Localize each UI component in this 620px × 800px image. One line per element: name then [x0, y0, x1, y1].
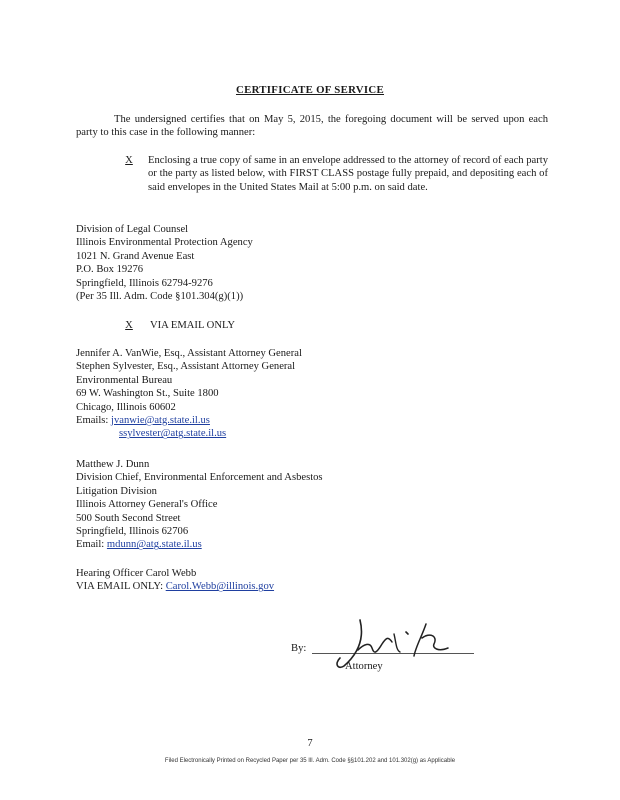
address-line: (Per 35 Ill. Adm. Code §101.304(g)(1)) — [76, 291, 244, 303]
address-line: 500 South Second Street — [76, 512, 181, 524]
email-method — [114, 319, 235, 332]
emails-row — [76, 414, 556, 427]
emails-row-2 — [76, 427, 556, 440]
address-line: Illinois Environmental Protection Agency — [76, 237, 253, 249]
address-line: 69 W. Washington St., Suite 1800 — [76, 388, 219, 400]
hearing-officer-name: Hearing Officer Carol Webb — [76, 568, 197, 579]
address-line: Jennifer A. VanWie, Esq., Assistant Attorney General — [76, 348, 302, 359]
email-row — [76, 538, 556, 551]
address-line: Litigation Division — [76, 485, 157, 497]
signature-title: Attorney — [345, 661, 383, 672]
address-line: P.O. Box 19276 — [76, 264, 144, 276]
email-label: VIA EMAIL ONLY: — [76, 581, 164, 593]
address-line: Stephen Sylvester, Esq., Assistant Attorney General — [76, 361, 296, 373]
address-line: Chicago, Illinois 60602 — [76, 401, 176, 413]
address-line: Matthew J. Dunn — [76, 459, 150, 470]
address-line: Springfield, Illinois 62706 — [76, 526, 189, 538]
email-label: Email: — [76, 539, 105, 551]
recipient-dunn — [76, 458, 556, 552]
recipient-hearing-officer — [76, 567, 556, 594]
page-number: 7 — [307, 738, 313, 749]
email-link-webb[interactable]: Carol.Webb@illinois.gov — [165, 581, 275, 593]
address-line: Division Chief, Environmental Enforcement and Asbestos — [76, 472, 323, 484]
email-mark: X — [125, 320, 133, 331]
mail-mark: X — [125, 155, 133, 166]
address-line: 1021 N. Grand Avenue East — [76, 250, 195, 262]
email-link-dunn[interactable]: mdunn@atg.state.il.us — [106, 539, 202, 551]
email-row — [76, 580, 556, 593]
recipient-attorney-general — [76, 347, 556, 441]
recipient-legal-counsel — [76, 223, 556, 303]
page-footer: Filed Electronically Printed on Recycled Paper per 35 Ill. Adm. Code §§101.202 and 101.302(g) as Applicable — [164, 758, 456, 764]
intro-paragraph: The undersigned certifies that on May 5, 2015, the foregoing document will be served upon each party to this case in the following manner: — [76, 114, 548, 139]
email-link-vanwie[interactable]: jvanwie@atg.state.il.us — [111, 415, 210, 427]
by-label: By: — [291, 643, 307, 654]
address-line: Springfield, Illinois 62794-9276 — [76, 277, 213, 289]
emails-label: Emails: — [76, 415, 109, 427]
address-line: Illinois Attorney General's Office — [76, 499, 218, 511]
mail-method-mark — [114, 154, 150, 167]
address-line: Division of Legal Counsel — [76, 224, 189, 235]
address-line: Environmental Bureau — [76, 374, 173, 386]
email-link-sylvester[interactable]: ssylvester@atg.state.il.us — [119, 428, 227, 440]
mail-method-text: Enclosing a true copy of same in an envelope addressed to the attorney of record of each party or the party as listed below, with FIRST CLASS postage fully prepaid, and depositing each of said envelopes in the United States Mail at 5:00 p.m. on said date. — [148, 155, 548, 193]
email-method-label: VIA EMAIL ONLY — [150, 320, 236, 331]
document-title: CERTIFICATE OF SERVICE — [235, 84, 385, 96]
